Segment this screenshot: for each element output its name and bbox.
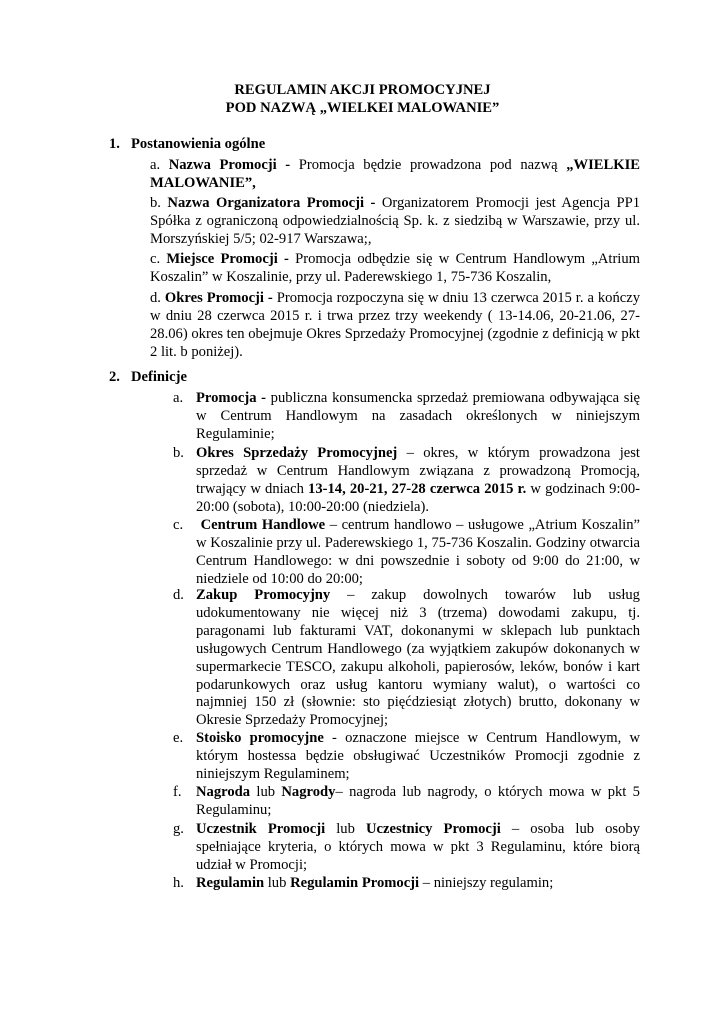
item-letter: f. [173, 784, 182, 800]
term-label-alt: Uczestnicy Promocji [365, 821, 501, 837]
term-label: Promocja - [196, 390, 267, 406]
term-label: Stoisko promocyjne [196, 730, 324, 746]
term-label: Okres Sprzedaży Promocyjnej [196, 445, 398, 461]
promotion-name: „WIELKIE MALOWANIE”, [150, 157, 640, 191]
item-letter: d. [173, 587, 184, 603]
item-letter: h. [173, 875, 184, 891]
item-letter: b. [173, 445, 184, 461]
section-1-item-c [150, 251, 640, 287]
connector-text: lub [250, 784, 282, 800]
promotion-dates: 13-14, 20-21, 27-28 czerwca 2015 r. [308, 480, 527, 497]
definition-text: - oznaczone miejsce w Centrum Handlowym, w którym hostessa będzie obsługiwać Uczestników Promocji zgodnie z niniejszym Regulaminem; [196, 730, 640, 782]
connector-text: lub [264, 875, 291, 891]
item-text: Promocja rozpoczyna się w dniu 13 czerwca 2015 r. a kończy w dniu 28 czerwca 2015 r. i trwa przez trzy weekendy ( 13-14.06, 20-21.06, 27-28.06) okres ten obejmuje Okres Sprzedaży Promocyjnej (zgodnie z definicją w pkt 2 lit. b poniżej). [150, 290, 641, 360]
item-text: Promocja odbędzie się w Centrum Handlowym „Atrium Koszalin” w Koszalinie, przy ul. Paderewskiego 1, 75-736 Koszalin, [150, 251, 641, 285]
section-1-item-b [150, 195, 640, 249]
connector-text: lub [325, 821, 366, 837]
definition-text: publiczna konsumencka sprzedaż premiowana odbywająca się w Centrum Handlowym na zasadach określonych w niniejszym Regulaminie; [196, 390, 640, 442]
term-label-alt: Regulamin Promocji [290, 875, 420, 891]
section-title: Definicje [131, 369, 187, 385]
definition-item-e [173, 730, 640, 784]
item-letter: g. [173, 821, 184, 837]
item-letter: b. [150, 195, 168, 211]
definition-text-end: w godzinach 9:00-20:00 (sobota), 10:00-20:00 (niedziela). [196, 480, 640, 515]
item-text: Organizatorem Promocji jest Agencja PP1 Spółka z ograniczoną odpowiedzialnością Sp. k. z siedzibą w Warszawie, przy ul. Morszyńskiej 5/5; 02-917 Warszawa;, [150, 195, 641, 247]
definition-item-b [173, 445, 640, 517]
section-1-heading [109, 136, 265, 154]
item-text: Promocja będzie prowadzona pod nazwą [290, 157, 567, 173]
item-letter: c. [173, 517, 184, 533]
definition-item-h [173, 875, 640, 893]
document-title-line-2: POD NAZWĄ „WIELKEI MALOWANIE” [225, 100, 500, 116]
term-label-alt: Nagrody [281, 784, 336, 800]
definition-text: – zakup dowolnych towarów lub usług udokumentowany nie więcej niż 3 (trzema) dowodami zakupu, tj. paragonami lub fakturami VAT, dokonanymi w sklepach lub punktach usługowych Centrum Handlowego (za wyjątkiem zakupów dokonanych w supermarkecie TESCO, zakupu alkoholi, papierosów, leków, bonów i kart podarunkowych oraz usług kantoru wymiany walut), o wartości co najmniej 150 zł (słownie: sto pięćdziesiąt złotych) brutto, dokonany w Okresie Sprzedaży Promocyjnej; [196, 587, 640, 729]
definition-text: – niniejszy regulamin; [419, 875, 554, 891]
item-letter: a. [150, 157, 169, 173]
section-1-item-d [150, 290, 640, 362]
item-letter: e. [173, 730, 184, 746]
section-number: 1. [109, 136, 120, 152]
definition-text: – okres, w którym prowadzona jest sprzedaż w Centrum Handlowym związana z prowadzoną Promocją, trwający w dniach [196, 445, 640, 497]
definition-item-f [173, 784, 640, 820]
definition-text: – centrum handlowo – usługowe „Atrium Koszalin” w Koszalinie przy ul. Paderewskiego 1, 75-736 Koszalin. Godziny otwarcia Centrum Handlowego: w dni powszednie i soboty od 9:00 do 21:00, w niedziele od 10:00 do 20:00; [196, 517, 640, 587]
definition-text: – nagroda lub nagrody, o których mowa w pkt 5 Regulaminu; [196, 784, 640, 818]
term-label: Zakup Promocyjny [196, 587, 331, 603]
definition-item-c [173, 517, 640, 589]
definition-item-a [173, 390, 640, 444]
term-label: Miejsce Promocji - [166, 251, 289, 267]
term-label: Uczestnik Promocji [196, 821, 326, 837]
document-title-line-1: REGULAMIN AKCJI PROMOCYJNEJ [234, 82, 491, 98]
item-letter: d. [150, 290, 165, 306]
item-letter: a. [173, 390, 184, 406]
definition-item-g [173, 821, 640, 875]
definition-text: – osoba lub osoby spełniające kryteria, o których mowa w pkt 3 Regulaminu, które biorą udział w Promocji; [196, 821, 640, 873]
section-1-item-a [150, 157, 640, 193]
term-label: Nagroda [196, 784, 251, 800]
item-letter: c. [150, 251, 167, 267]
section-2-heading [109, 369, 187, 387]
term-label: Nazwa Organizatora Promocji - [167, 195, 376, 211]
term-label: Centrum Handlowe [196, 517, 326, 533]
term-label: Regulamin [196, 875, 265, 891]
term-label: Okres Promocji - [164, 290, 273, 306]
section-number: 2. [109, 369, 120, 385]
section-title: Postanowienia ogólne [131, 136, 266, 152]
definition-item-d [173, 587, 640, 730]
term-label: Nazwa Promocji - [168, 157, 291, 173]
